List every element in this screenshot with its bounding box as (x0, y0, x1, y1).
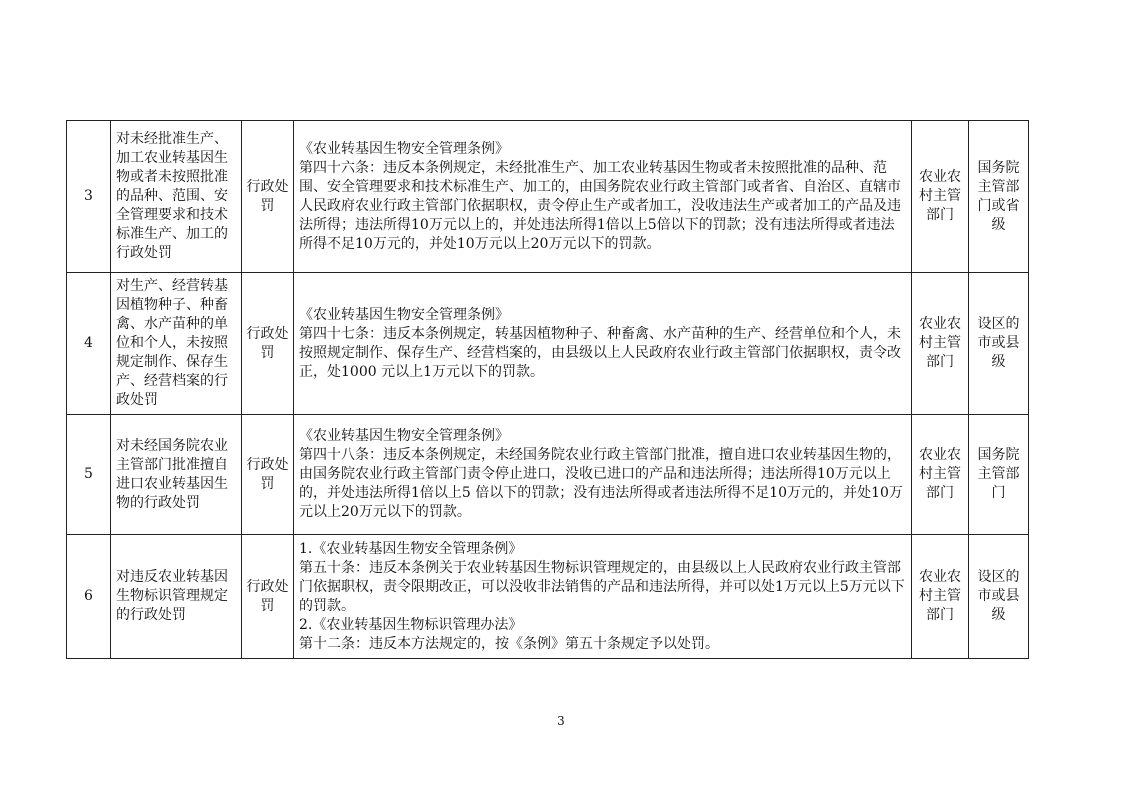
item-name: 对违反农业转基因生物标识管理规定的行政处罚 (111, 535, 242, 659)
enforcement-level: 设区的市或县级 (969, 535, 1029, 659)
enforcement-level: 国务院主管部门 (969, 415, 1029, 535)
enforcement-level: 设区的市或县级 (969, 273, 1029, 415)
responsible-department: 农业农村主管部门 (912, 415, 969, 535)
item-name: 对生产、经营转基因植物种子、种畜禽、水产苗种的单位和个人，未按照规定制作、保存生产、经营档案的行政处罚 (111, 273, 242, 415)
row-number: 5 (67, 415, 111, 535)
item-type: 行政处罚 (242, 535, 294, 659)
basis-line: 《农业转基因生物安全管理条例》 (299, 306, 509, 323)
legal-basis (294, 273, 912, 415)
item-type: 行政处罚 (242, 121, 294, 273)
item-name: 对未经批准生产、加工农业转基因生物或者未按照批准的品种、范围、安全管理要求和技术标准生产、加工的行政处罚 (111, 121, 242, 273)
enforcement-level: 国务院主管部门或省级 (969, 121, 1029, 273)
legal-basis (294, 535, 912, 659)
basis-line: 第四十六条：违反本条例规定，未经批准生产、加工农业转基因生物或者未按照批准的品种、范围、安全管理要求和技术标准生产、加工的，由国务院农业行政主管部门或者省、自治区、直辖市人民政府农业行政主管部门依据职权，责令停止生产或者加工，没收违法生产或者加工的产品及违法所得；违法所得10万元以上的，并处违法所得1倍以上5倍以下的罚款；没有违法所得或者违法所得不足10万元的，并处10万元以上20万元以下的罚款。 (299, 159, 901, 252)
table-row (67, 273, 1029, 415)
responsible-department: 农业农村主管部门 (912, 121, 969, 273)
table-row (67, 415, 1029, 535)
responsible-department: 农业农村主管部门 (912, 273, 969, 415)
basis-line: 第四十八条：违反本条例规定，未经国务院农业行政主管部门批准，擅自进口农业转基因生物的，由国务院农业行政主管部门责令停止进口，没收已进口的产品和违法所得；违法所得10万元以上的，并处违法所得1倍以上5 倍以下的罚款；没有违法所得或者违法所得不足10万元的，并处10万元以上20万元以下的罚款。 (299, 447, 903, 520)
basis-line: 第十二条：违反本方法规定的，按《条例》第五十条规定予以处罚。 (299, 635, 719, 652)
item-name: 对未经国务院农业主管部门批准擅自进口农业转基因生物的行政处罚 (111, 415, 242, 535)
row-number: 4 (67, 273, 111, 415)
basis-line: 《农业转基因生物安全管理条例》 (299, 428, 509, 444)
item-type: 行政处罚 (242, 273, 294, 415)
item-type: 行政处罚 (242, 415, 294, 535)
row-number: 6 (67, 535, 111, 659)
row-number: 3 (67, 121, 111, 273)
basis-line: 《农业转基因生物安全管理条例》 (299, 140, 509, 157)
basis-line: 第四十七条：违反本条例规定，转基因植物种子、种畜禽、水产苗种的生产、经营单位和个人，未按照规定制作、保存生产、经营档案的，由县级以上人民政府农业行政主管部门依据职权，责令改正，处1000 元以上1万元以下的罚款。 (299, 325, 901, 380)
responsible-department: 农业农村主管部门 (912, 535, 969, 659)
table-row (67, 535, 1029, 659)
basis-line: 2.《农业转基因生物标识管理办法》 (299, 616, 523, 633)
basis-line: 1.《农业转基因生物安全管理条例》 (299, 540, 523, 557)
legal-basis (294, 415, 912, 535)
table-row (67, 121, 1029, 273)
penalty-table (66, 120, 1029, 659)
basis-line: 第五十条：违反本条例关于农业转基因生物标识管理规定的，由县级以上人民政府农业行政主管部门依据职权，责令限期改正，可以没收非法销售的产品和违法所得，并可以处1万元以上5万元以下的罚款。 (299, 559, 905, 614)
legal-basis (294, 121, 912, 273)
page-number: 3 (557, 714, 565, 728)
